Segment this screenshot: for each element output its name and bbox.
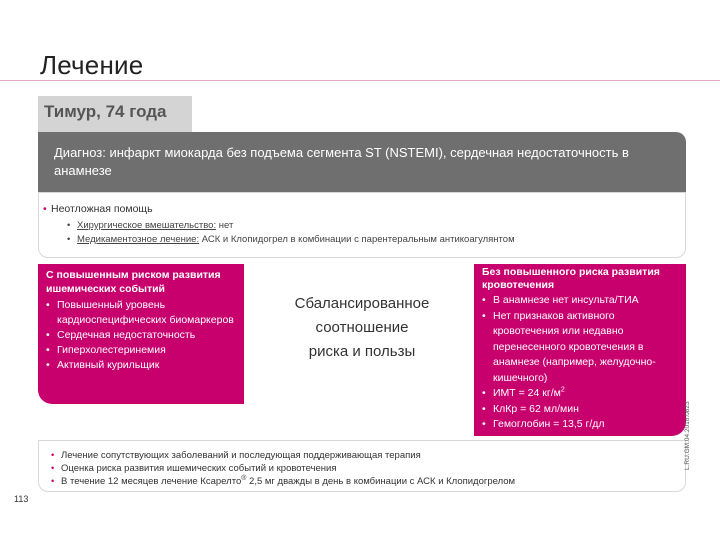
balance-line: соотношение xyxy=(315,319,409,336)
bleeding-risk-title: Без повышенного риска развития кровотечения xyxy=(482,266,660,291)
ischemic-risk-item: • Повышенный уровень кардиоспецифических биомаркеров xyxy=(46,298,242,328)
therapy-item-xarelto xyxy=(51,475,671,488)
document-code: L.RU.GM.04.2016.0823 xyxy=(684,401,691,470)
page-number: 113 xyxy=(14,494,29,504)
title-divider xyxy=(0,80,720,81)
bleeding-risk-item-bmi xyxy=(482,386,682,402)
therapy-item3-post: 2,5 мг дважды в день в комбинации с АСК и Клопидогрелом xyxy=(246,476,516,487)
ischemic-risk-item: • Сердечная недостаточность xyxy=(46,328,242,343)
diagnosis-text: Диагноз: инфаркт миокарда без подъема сегмента ST (NSTEMI), сердечная недостаточность в анамнезе xyxy=(54,145,629,178)
ischemic-risk-list xyxy=(46,298,242,373)
patient-name: Тимур, 74 года xyxy=(44,102,167,121)
bleeding-risk-list xyxy=(482,293,682,433)
balance-line: Сбалансированное xyxy=(294,295,430,312)
ischemic-risk-item: • Активный курильщик xyxy=(46,358,242,373)
diagnosis-band xyxy=(38,132,686,192)
medical-label: Медикаментозное лечение: xyxy=(77,234,200,245)
therapy-item3-pre: В течение 12 месяцев лечение Ксарелто xyxy=(61,476,242,487)
emergency-medical-item xyxy=(67,233,515,247)
ischemic-risk-item: • Гиперхолестеринемия xyxy=(46,343,242,358)
registered-mark: ® xyxy=(241,474,247,482)
bmi-superscript: 2 xyxy=(560,386,565,394)
bleeding-risk-item: • КлКр = 62 мл/мин xyxy=(482,402,682,418)
bleeding-risk-item: • В анамнезе нет инсульта/ТИА xyxy=(482,293,682,309)
bmi-text: ИМТ = 24 кг/м xyxy=(493,387,561,399)
ischemic-risk-title: С повышенным риском развития ишемических событий xyxy=(46,269,221,295)
therapy-box xyxy=(38,440,686,492)
emergency-list xyxy=(67,219,515,247)
patient-tab xyxy=(38,96,192,132)
surgical-label: Хирургическое вмешательство: xyxy=(77,220,217,231)
therapy-item: • Оценка риска развития ишемических событий и кровотечения xyxy=(51,462,671,475)
balance-box xyxy=(264,272,460,376)
medical-value: АСК и Клопидогрел в комбинации с парентеральным антикоагулянтом xyxy=(199,234,515,245)
emergency-care-box xyxy=(38,192,686,258)
emergency-surgical-item xyxy=(67,219,515,233)
therapy-item: • Лечение сопутствующих заболеваний и последующая поддерживающая терапия xyxy=(51,449,671,462)
bleeding-risk-box xyxy=(474,264,686,436)
emergency-title: • Неотложная помощь xyxy=(51,203,153,215)
balance-text xyxy=(264,292,460,364)
bleeding-risk-item: • Нет признаков активного кровотечения или недавно перенесенного кровотечения в анамнезе (например, желудочно-кишечного) xyxy=(482,309,682,387)
therapy-list xyxy=(51,449,671,488)
surgical-value: нет xyxy=(216,220,234,231)
balance-line: риска и пользы xyxy=(308,343,416,360)
slide-title: Лечение xyxy=(40,50,144,80)
ischemic-risk-box xyxy=(38,264,244,404)
bleeding-risk-item: • Гемоглобин = 13,5 г/дл xyxy=(482,417,682,433)
